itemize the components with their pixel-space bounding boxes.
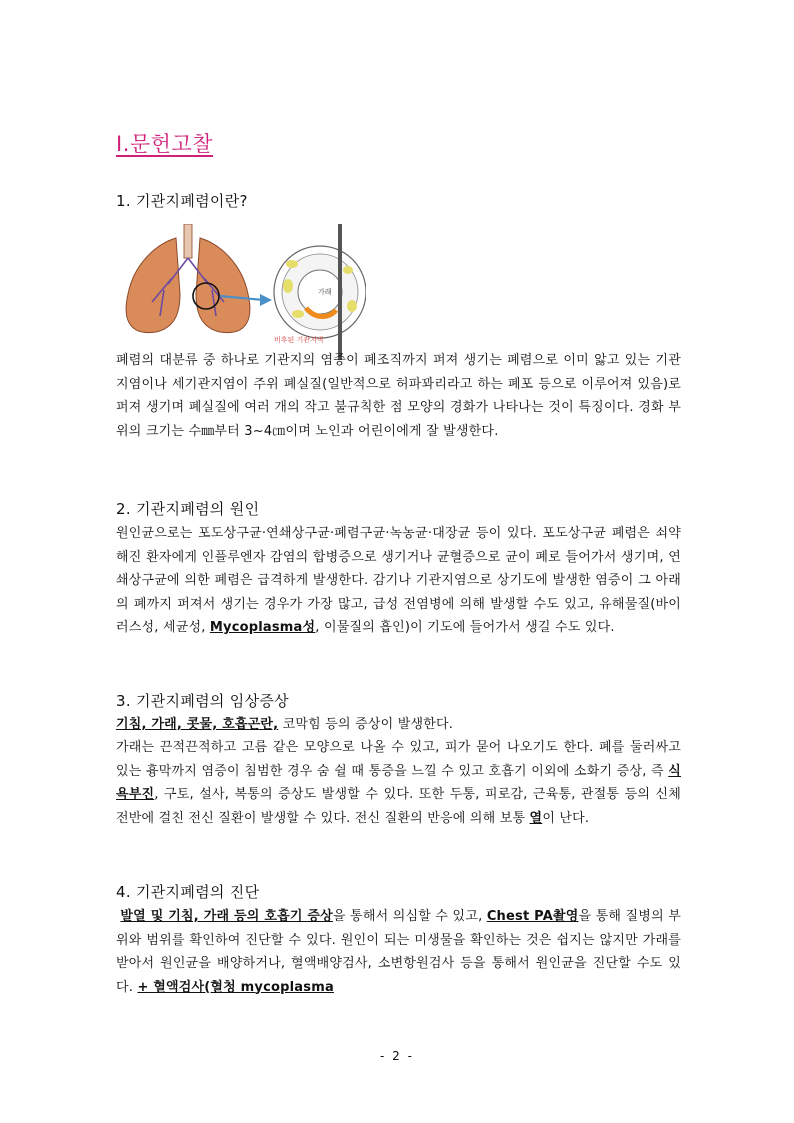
section-3-text-b: , 구토, 설사, 복통의 증상도 발생할 수 있다. 또한 두통, 피로감, 근육통, 관절통 등의 신체 전반에 걸친 전신 질환이 발생할 수 있다. 전신 질환의 반응에 의해 보통 — [116, 787, 681, 826]
fever-term: 열 — [529, 810, 543, 826]
section-3-line1-rest: 코막힘 등의 증상이 발생한다. — [278, 717, 454, 732]
anorexia-term: 식욕부진 — [116, 763, 681, 802]
blood-test-term: + 혈액검사(혈청 mycoplasma — [137, 979, 334, 995]
lungs-illustration — [126, 224, 272, 333]
figure-label-bronchus: 비후된 기관지벽 — [274, 336, 324, 344]
section-4-text-a: 을 통해서 의심할 수 있고, — [332, 909, 487, 924]
section-2-text-a: 원인균으로는 포도상구균·연쇄상구균·폐렴구균·녹농균·대장균 등이 있다. 포도상구균 폐렴은 쇠약해진 환자에게 인플루엔자 감염의 합병증으로 생기거나 균혈증으로 균이 폐로 들어가서 생기며, 연쇄상구균에 의한 폐렴은 급격하게 발생한다. 감기나 기관지염으로 상기도에 발생한 염증이 그 아래의 폐까지 퍼져서 생기는 경우가 가장 많고, 급성 전염병에 의해 발생할 수도 있고, 유해물질(바이러스성, 세균성, — [116, 526, 681, 635]
section-2-text-b: , 이물질의 흡인)이 기도에 들어가서 생길 수도 있다. — [315, 620, 615, 635]
page-number: - 2 - — [380, 1049, 414, 1063]
section-4-text — [116, 905, 681, 999]
respiratory-symptoms-highlight: 발열 및 기침, 가래 등의 호흡기 증상 — [120, 909, 333, 924]
section-3-text-a: 가래는 끈적끈적하고 고름 같은 모양으로 나올 수 있고, 피가 묻어 나오기도 한다. 폐를 둘러싸고 있는 흉막까지 염증이 침범한 경우 숨 쉴 때 통증을 느낄 수 있고 호흡기 이외에 소화기 증상, 즉 — [116, 740, 681, 779]
section-4-text-b: 을 통해 질병의 부위와 범위를 확인하여 진단할 수 있다. 원인이 되는 미생물을 확인하는 것은 쉽지는 않지만 가래를 받아서 원인균을 배양하거나, 혈액배양검사, 소변항원검사 등을 통해서 원인균을 진단할 수도 있다. — [116, 909, 681, 995]
chest-pa-term: Chest PA촬영 — [486, 909, 579, 924]
chapter-title: Ⅰ.문헌고찰 — [116, 132, 214, 156]
section-3-text-c: 이 난다. — [542, 810, 590, 826]
symptoms-highlight: 기침, 가래, 콧물, 호흡곤란, — [116, 717, 279, 732]
lung-bronchus-figure — [116, 224, 366, 360]
section-3-line1 — [116, 713, 681, 737]
section-4-heading: 4. 기관지폐렴의 진단 — [116, 883, 260, 901]
section-2-text — [116, 522, 681, 640]
figure-label-phlegm: 가래 — [318, 288, 332, 296]
section-3-heading: 3. 기관지폐렴의 임상증상 — [116, 692, 289, 710]
section-2-heading: 2. 기관지폐렴의 원인 — [116, 500, 260, 518]
section-1-heading: 1. 기관지폐렴이란? — [116, 192, 248, 210]
section-3-text — [116, 736, 681, 830]
mycoplasma-term: Mycoplasma성 — [209, 620, 316, 635]
section-1-text: 폐렴의 대분류 중 하나로 기관지의 염증이 폐조직까지 퍼져 생기는 폐렴으로 이미 앓고 있는 기관지염이나 세기관지염이 주위 폐실질(일반적으로 허파꽈리라고 하는 폐포 등으로 이루어져 있음)로 퍼져 생기며 폐실질에 여러 개의 작고 불규칙한 점 모양의 경화가 나타나는 것이 특징이다. 경화 부위의 크기는 수㎜부터 3~4㎝이며 노인과 어린이에게 잘 발생한다. — [116, 353, 681, 439]
